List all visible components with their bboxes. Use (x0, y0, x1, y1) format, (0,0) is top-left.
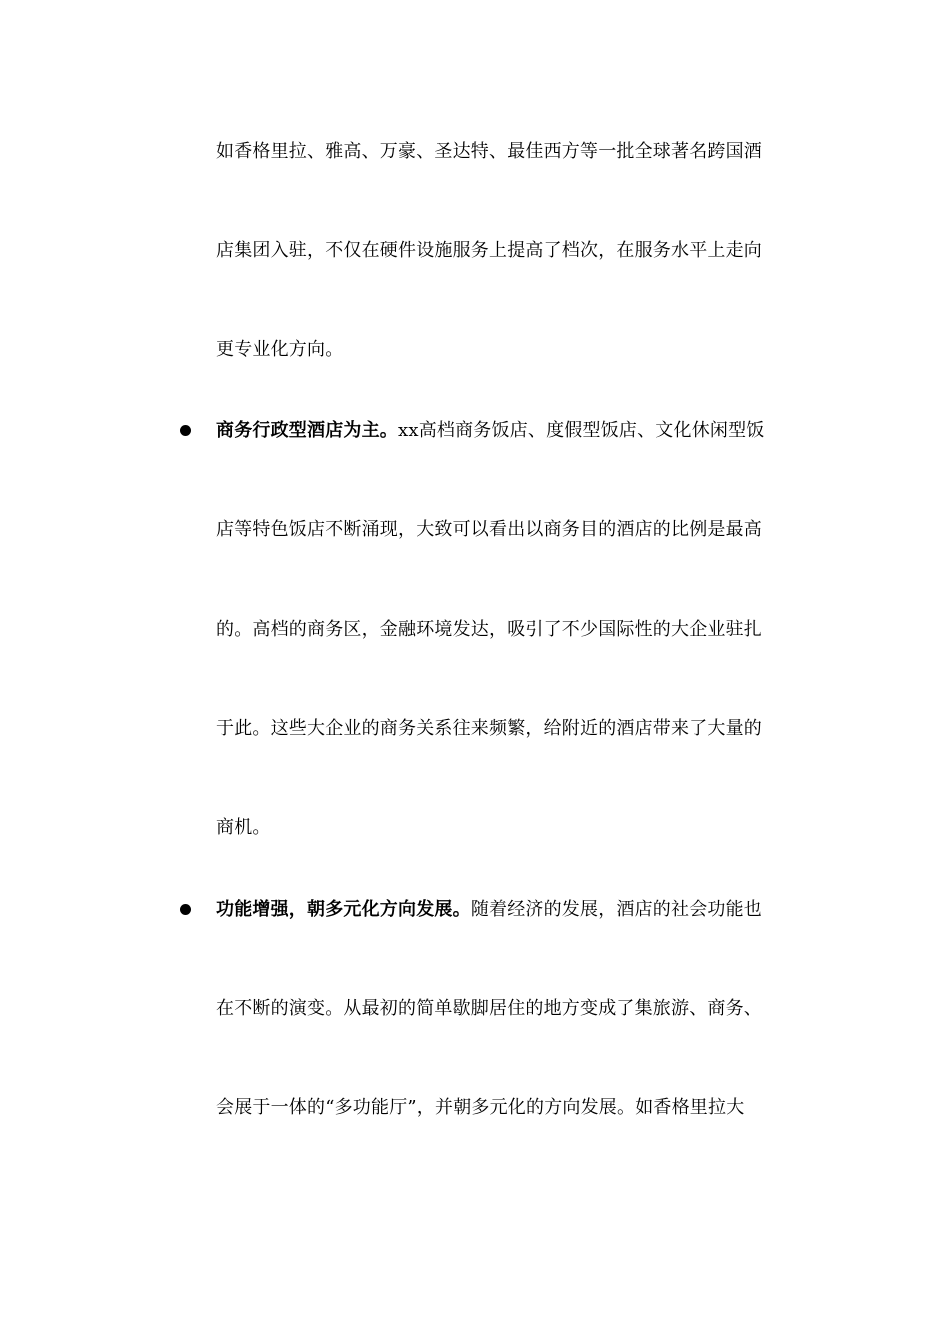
paragraph-line: 如香格里拉、雅高、万豪、圣达特、最佳西方等一批全球著名跨国酒 (216, 141, 762, 162)
bullet-lead-text: 功能增强，朝多元化方向发展。 (216, 899, 471, 920)
paragraph-line: 商机。 (216, 817, 271, 838)
paragraph-line: 更专业化方向。 (216, 339, 344, 360)
bullet-icon (180, 904, 191, 915)
bullet-item-first-line (216, 419, 816, 443)
paragraph-line: 店集团入驻，不仅在硬件设施服务上提高了档次，在服务水平上走向 (216, 240, 762, 261)
bullet-body-text: xx高档商务饭店、度假型饭店、文化休闲型饭 (398, 420, 765, 441)
bullet-body-text: 随着经济的发展，酒店的社会功能也 (470, 899, 763, 920)
paragraph-line: 于此。这些大企业的商务关系往来频繁，给附近的酒店带来了大量的 (216, 718, 762, 739)
paragraph-line: 在不断的演变。从最初的简单歇脚居住的地方变成了集旅游、商务、 (216, 998, 762, 1019)
bullet-item-first-line (216, 898, 816, 922)
paragraph-line: 店等特色饭店不断涌现，大致可以看出以商务目的酒店的比例是最高 (216, 519, 762, 540)
bullet-icon (180, 425, 191, 436)
paragraph-line: 的。高档的商务区，金融环境发达，吸引了不少国际性的大企业驻扎 (216, 619, 762, 640)
paragraph-line: 会展于一体的“多功能厅”，并朝多元化的方向发展。如香格里拉大 (216, 1097, 745, 1118)
bullet-lead-text: 商务行政型酒店为主。 (216, 420, 398, 441)
